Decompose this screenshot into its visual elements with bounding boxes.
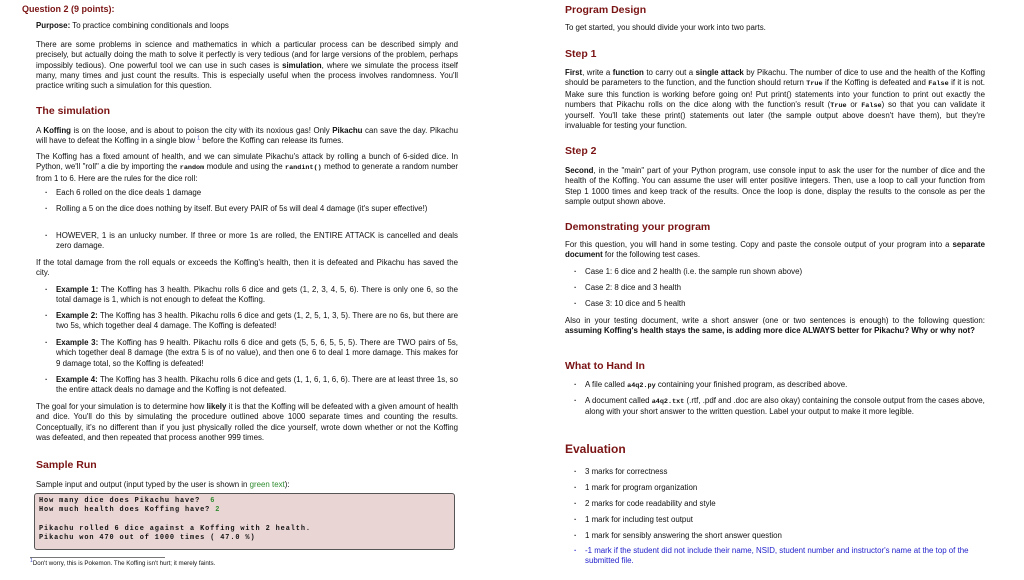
example-item — [56, 375, 458, 396]
evaluation-item — [585, 483, 985, 493]
console-prompt: How much health does Koffing have? — [39, 506, 216, 515]
design-intro — [565, 23, 985, 33]
text-run: A file called — [585, 380, 628, 389]
text-run: can save the day. Pikachu will have to defeat the Koffing in a single blow — [36, 126, 458, 146]
text-run: To get started, you should divide your work into two parts. — [565, 23, 766, 32]
program-design-heading: Program Design — [565, 4, 647, 16]
text-run: There are some problems in science and mathematics in which a particular process can be described simply and precisely, but actually doing the math to solve it perfectly is very tedious (and for large versions of the problem, perhaps impossibly tedious). One powerful tool we can use in such cases is — [36, 40, 458, 70]
text-run: Example 1: — [56, 285, 99, 294]
text-run: Case 3: 10 dice and 5 health — [585, 299, 686, 308]
hand-in-item — [585, 380, 985, 391]
text-run: , where we simulate the process itself many, many times and just count the results. This is especially useful when the process involves randomness. You'll practice writing such a simulation for this question. — [36, 60, 458, 91]
text-run: 1 mark for program organization — [585, 483, 698, 492]
text-run: ) so that you can validate it yourself. You'll take these print() statements out later (the sample output above doesn't have them), but they're invaluable for testing your function. — [565, 99, 985, 131]
text-run: assuming Koffing's health stays the same, is adding more dice ALWAYS better for Pikachu? Why or why not? — [565, 326, 975, 336]
text-run: First — [565, 68, 583, 77]
rule-item — [56, 188, 458, 198]
text-run: it is that the Koffing will be defeated with a given amount of health and dice. You'll do this by simulating the procedure outlined above 1000 separate times and counting the results. Conceptually, it's no different than if you just physically rolled the dice yourself, wrote down whether or not the Koffing was defeated, and then repeated that process another 999 times. — [36, 402, 459, 442]
text-run: Koffing — [43, 126, 71, 135]
text-run: is on the loose, and is about to poison the city with its noxious gas! Only — [70, 126, 333, 135]
text-run: ): — [284, 480, 290, 489]
text-run: if the Koffing is defeated and — [822, 78, 929, 88]
footnote-marker: 1 — [197, 135, 201, 142]
test-case-item — [585, 299, 985, 309]
text-run: Also in your testing document, write a short answer (one or two sentences is enough) to the following question: — [565, 316, 985, 325]
example-item — [56, 338, 458, 369]
simulation-heading: The simulation — [36, 105, 111, 117]
example-item — [56, 285, 458, 306]
text-run: Sample input and output (input typed by the user is shown in — [36, 480, 250, 489]
goal-paragraph — [36, 402, 458, 443]
text-run: single attack — [695, 68, 744, 77]
text-run: A — [36, 126, 44, 135]
evaluation-item — [585, 467, 985, 477]
console-sample — [34, 493, 455, 550]
text-run: For this question, you will hand in some testing. Copy and paste the console output of your program into a — [565, 240, 953, 249]
hand-in-item — [585, 396, 985, 418]
rule-item — [56, 231, 458, 252]
text-run: method to generate a random number from 1 to 6. Here are the rules for the dice roll: — [36, 162, 458, 183]
koffing-paragraph-2 — [36, 152, 458, 184]
text-run: The goal for your simulation is to determine how — [36, 402, 207, 411]
text-run: 3 marks for correctness — [585, 467, 668, 476]
hand-in-heading: What to Hand In — [565, 360, 645, 372]
sample-run-heading: Sample Run — [36, 459, 97, 471]
test-case-item — [585, 267, 985, 277]
text-run: , write a — [582, 68, 613, 77]
inline-code: a4q2.py — [627, 382, 656, 390]
text-run: The Koffing has 3 health. Pikachu rolls 6 dice and gets (1, 2, 5, 1, 3, 5). There are no 6s, but there are two 5s, which together deal 4 damage. The Koffing is defeated! — [56, 311, 458, 331]
text-run: separate document — [565, 240, 985, 260]
console-output: Pikachu won 470 out of 1000 times ( 47.0 %) — [39, 534, 256, 543]
demonstrating-heading: Demonstrating your program — [565, 221, 711, 233]
text-run: Don't worry, this is Pokemon. The Koffing isn't hurt; it merely faints. — [32, 560, 216, 567]
text-run: or — [846, 99, 862, 109]
text-run: Rolling a 5 on the dice does nothing by itself. But every PAIR of 5s will deal 4 damage (it's super effective!) — [56, 204, 428, 213]
koffing-paragraph-1 — [36, 126, 458, 147]
test-case-item — [585, 283, 985, 293]
text-run: by Pikachu. The number of dice to use and the health of the Koffing should be parameters to the function, and the function should return — [565, 68, 985, 88]
inline-code: True — [806, 80, 823, 89]
text-run: A document called — [585, 396, 652, 405]
demo-paragraph — [565, 240, 985, 261]
step2-heading: Step 2 — [565, 145, 597, 157]
text-run: -1 mark if the student did not include their name, NSID, student number and instructor's name at the top of the submitted file. — [585, 546, 969, 566]
intro-paragraph — [36, 40, 458, 91]
inline-code: randint() — [285, 164, 322, 173]
console-input: 6 — [210, 497, 216, 505]
text-run: 1 mark for sensibly answering the short answer question — [585, 531, 782, 540]
question-title: Question 2 (9 points): — [22, 4, 115, 14]
text-run: Pikachu — [332, 126, 363, 135]
evaluation-item — [585, 515, 985, 525]
defeat-paragraph — [36, 258, 458, 279]
inline-code: False — [928, 80, 949, 89]
text-run: Case 2: 8 dice and 3 health — [585, 283, 682, 292]
text-run: The Koffing has 3 health. Pikachu rolls 6 dice and gets (1, 2, 3, 4, 5, 6). There is only one 6, so the total damage is 1, which is not enough to defeat the Koffing. — [56, 285, 458, 305]
evaluation-item — [585, 499, 985, 509]
inline-code: random — [179, 164, 205, 173]
text-run: Example 3: — [56, 338, 99, 347]
inline-code: True — [830, 101, 847, 110]
text-run: Case 1: 6 dice and 2 health (i.e. the sample run shown above) — [585, 267, 803, 276]
text-run: Example 4: — [56, 375, 98, 384]
text-run: Example 2: — [56, 311, 98, 320]
text-run: function — [612, 68, 644, 77]
text-run: likely — [206, 402, 227, 411]
text-run: simulation — [282, 60, 322, 70]
evaluation-penalty-item — [585, 546, 985, 567]
inline-code: a4q2.txt — [651, 398, 685, 406]
text-run: (.rtf, .pdf and .doc are also okay) containing the console output from the cases above, along with your short answer to the written question. Label your output to make it more legible. — [585, 396, 985, 417]
text-run: The Koffing has a fixed amount of health, and we can simulate Pikachu's attack by rolling a bunch of 6-sided dice. In Python, we'll "roll" a die by importing the — [36, 152, 458, 172]
console-input: 2 — [215, 506, 221, 515]
text-run: green text — [249, 480, 285, 489]
evaluation-item — [585, 531, 985, 541]
text-run: Each 6 rolled on the dice deals 1 damage — [56, 188, 202, 197]
inline-code: False — [861, 101, 882, 110]
text-run: for the following test cases. — [602, 250, 701, 260]
step1-heading: Step 1 — [565, 48, 597, 60]
text-run: The Koffing has 3 health. Pikachu rolls 6 dice and gets (1, 1, 6, 1, 6, 6). There are at least three 1s, so the entire attack deals no damage and the Koffing is not defeated. — [56, 375, 458, 395]
text-run: If the total damage from the roll equals or exceeds the Koffing's health, then it is defeated and Pikachu has saved the city. — [36, 258, 458, 278]
console-output: Pikachu rolled 6 dice against a Koffing with 2 health. — [39, 524, 311, 533]
footnote-divider — [30, 557, 165, 558]
text-run: if it is not. Make sure this function is working before going on! Put print() statements into your function to print out exactly the numbers that Pikachu rolls on the dice along with the function's result ( — [565, 78, 985, 109]
short-answer-paragraph — [565, 316, 985, 337]
text-run: module and using the — [204, 162, 286, 172]
rule-item — [56, 204, 458, 214]
console-prompt: How many dice does Pikachu have? — [39, 497, 211, 505]
evaluation-heading: Evaluation — [565, 442, 626, 456]
text-run: 2 marks for code readability and style — [585, 499, 716, 508]
sample-intro — [36, 480, 458, 490]
text-run: Purpose: — [36, 21, 71, 30]
footnote-marker: 1 — [30, 557, 33, 564]
purpose-text — [36, 21, 458, 31]
step2-paragraph — [565, 166, 985, 207]
step1-paragraph — [565, 68, 985, 132]
text-run: 1 mark for including test output — [585, 515, 693, 524]
text-run: Second — [565, 166, 594, 175]
example-item — [56, 311, 458, 332]
text-run: To practice combining conditionals and loops — [70, 21, 229, 30]
footnote — [30, 557, 216, 568]
text-run: HOWEVER, 1 is an unlucky number. If three or more 1s are rolled, the ENTIRE ATTACK is cancelled and deals zero damage. — [56, 231, 458, 251]
text-run: before the Koffing can release its fumes. — [200, 136, 344, 146]
text-run: The Koffing has 9 health. Pikachu rolls 6 dice and gets (5, 5, 6, 5, 5, 5). There are TWO pairs of 5s, which together deal 8 damage (the extra 5 is of no value), and then one 6 to deal 1 more damage. This makes for 9 damage total, so the Koffing is defeated! — [56, 338, 459, 368]
text-run: containing your finished program, as described above. — [655, 380, 848, 389]
text-run: to carry out a — [643, 68, 696, 77]
text-run: , in the "main" part of your Python program, use console input to ask the user for the number of dice and the health of the Koffing. You can assume the user will enter positive integers. Then, use a loop to call your function from Step 1 1000 times and keep track of the results. Once the loop is done, display the results to the console as per the sample output shown above. — [565, 166, 985, 206]
